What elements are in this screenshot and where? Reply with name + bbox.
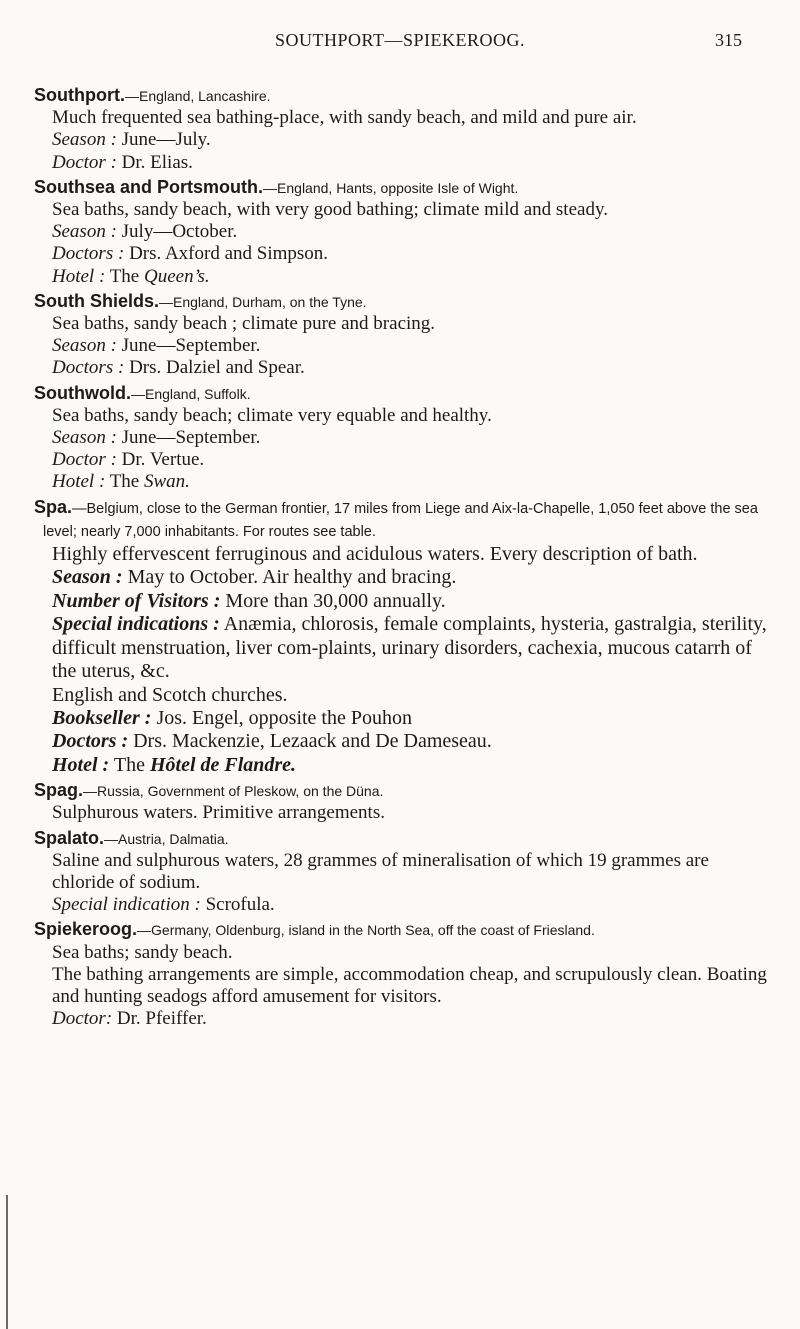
field-label: Doctors : <box>52 243 125 265</box>
entry-headline <box>34 382 769 405</box>
entry-headline <box>34 779 769 802</box>
place-name: Southwold. <box>34 382 131 403</box>
entry-southsea <box>34 176 769 288</box>
place-location: —Russia, Government of Pleskow, on the Düna. <box>83 783 384 800</box>
place-name: Southsea and Portsmouth. <box>34 176 264 197</box>
field-label: Season : <box>52 427 117 449</box>
entry-doctors <box>34 243 769 265</box>
entry-headline <box>34 496 769 543</box>
place-name: Spag. <box>34 780 84 801</box>
entry-southport <box>34 84 769 174</box>
entry-headline <box>34 290 769 313</box>
field-value: May to October. Air healthy and bracing. <box>122 566 457 589</box>
entry-season <box>34 335 769 357</box>
place-location: —England, Lancashire. <box>124 88 271 104</box>
place-name: Spa. <box>34 496 73 517</box>
field-value: Anæmia, chlorosis, female complaints, hysteria, gastralgia, sterility, difficult menstruation, liver com-plaints, urinary disorders, cachexia, mucous catarrh of the uterus, &c. <box>52 613 767 683</box>
entry-season <box>34 427 769 449</box>
entry-season <box>34 221 769 243</box>
entry-description: Sea baths; sandy beach. <box>52 941 233 963</box>
entry-description: Sulphurous waters. Primitive arrangements. <box>52 802 385 824</box>
entry-spiekeroog <box>34 918 769 1030</box>
entry-bookseller <box>34 707 769 730</box>
field-label: Season : <box>52 129 117 151</box>
entry-arrangements: The bathing arrangements are simple, accommodation cheap, and scrupulously clean. Boating and hunting seadogs afford amusement for visitors. <box>52 963 767 1007</box>
entry-indications <box>34 613 769 683</box>
field-label: Hotel : <box>52 265 106 287</box>
field-label: Season : <box>52 566 123 589</box>
place-location: —England, Hants, opposite Isle of Wight. <box>263 179 519 196</box>
entry-description: Highly effervescent ferruginous and acidulous waters. Every description of bath. <box>52 543 698 566</box>
field-label: Special indications : <box>52 613 220 636</box>
entry-churches: English and Scotch churches. <box>52 683 288 706</box>
entry-description: Much frequented sea bathing-place, with sandy beach, and mild and pure air. <box>52 107 637 129</box>
field-label: Special indication : <box>52 894 201 916</box>
field-label: Season : <box>52 221 117 243</box>
entry-indication <box>34 894 769 916</box>
field-value: June—July. <box>116 129 211 151</box>
field-label: Doctors : <box>52 357 125 379</box>
place-name: Spiekeroog. <box>34 919 138 940</box>
entry-headline <box>34 176 769 199</box>
entry-headline <box>34 918 769 941</box>
field-value: June—September. <box>116 427 261 449</box>
entry-headline <box>34 84 769 107</box>
entry-description: Sea baths, sandy beach; climate very equable and healthy. <box>52 404 492 426</box>
entry-season <box>34 129 769 151</box>
field-label: Doctor: <box>52 1008 113 1030</box>
field-value: Drs. Mackenzie, Lezaack and De Dameseau. <box>128 730 492 753</box>
field-label: Doctors : <box>52 730 129 753</box>
place-location: —Belgium, close to the German frontier, 17 miles from Liege and Aix-la-Chapelle, 1,050 feet above the sea level; nearly 7,000 inhabitants. For routes see table. <box>43 500 758 540</box>
field-value: June—September. <box>116 335 261 357</box>
entry-description: Sea baths, sandy beach ; climate pure and bracing. <box>52 313 436 335</box>
entry-hotel <box>34 266 769 288</box>
margin-rule <box>6 1195 8 1329</box>
entry-season <box>34 566 769 589</box>
entry-description: Sea baths, sandy beach, with very good bathing; climate mild and steady. <box>52 199 608 221</box>
field-value: Jos. Engel, opposite the Pouhon <box>151 706 412 729</box>
place-location: —England, Durham, on the Tyne. <box>159 293 367 310</box>
entry-spalato <box>34 827 769 917</box>
entry-doctors <box>34 730 769 753</box>
place-location: —Austria, Dalmatia. <box>104 830 229 847</box>
entry-spa <box>34 496 769 777</box>
field-value: Dr. Elias. <box>116 151 193 173</box>
field-value: Drs. Axford and Simpson. <box>124 243 329 265</box>
entry-southwold <box>34 382 769 494</box>
field-value: Dr. Vertue. <box>116 449 205 471</box>
hotel-name: Swan. <box>144 471 190 493</box>
place-location: —Germany, Oldenburg, island in the North Sea, off the coast of Friesland. <box>137 922 595 939</box>
place-name: South Shields. <box>34 290 160 311</box>
entry-doctor <box>34 152 769 174</box>
hotel-name: Hôtel de Flandre. <box>149 753 297 776</box>
place-name: Spalato. <box>34 827 105 848</box>
field-label: Hotel : <box>52 471 106 493</box>
field-label: Number of Visitors : <box>52 589 221 612</box>
entry-description: Saline and sulphurous waters, 28 grammes of mineralisation of which 19 grammes are chloride of sodium. <box>52 849 709 893</box>
field-label: Hotel : <box>52 753 110 776</box>
field-value: Drs. Dalziel and Spear. <box>124 357 305 379</box>
field-label: Doctor : <box>52 151 117 173</box>
place-location: —England, Suffolk. <box>130 385 251 402</box>
entry-doctor <box>34 1008 769 1030</box>
hotel-name: Queen’s. <box>144 265 210 287</box>
field-value: Scrofula. <box>200 894 275 916</box>
field-value: More than 30,000 annually. <box>220 589 446 612</box>
entry-headline <box>34 827 769 850</box>
entry-hotel <box>34 471 769 493</box>
entry-doctors <box>34 357 769 379</box>
entry-hotel <box>34 754 769 777</box>
field-value: The <box>105 265 144 287</box>
entry-doctor <box>34 449 769 471</box>
place-name: Southport. <box>34 85 125 105</box>
field-value: The <box>105 471 144 493</box>
entry-spag <box>34 779 769 824</box>
field-label: Bookseller : <box>52 706 152 729</box>
page-number: 315 <box>715 30 742 50</box>
field-value: Dr. Pfeiffer. <box>112 1008 207 1030</box>
entry-south-shields <box>34 290 769 380</box>
field-value: The <box>109 753 150 776</box>
field-label: Doctor : <box>52 449 117 471</box>
running-head: SOUTHPORT—SPIEKEROOG. <box>275 30 525 50</box>
gazetteer-entries <box>34 84 769 1032</box>
entry-visitors <box>34 590 769 613</box>
field-value: July—October. <box>116 221 238 243</box>
field-label: Season : <box>52 335 117 357</box>
